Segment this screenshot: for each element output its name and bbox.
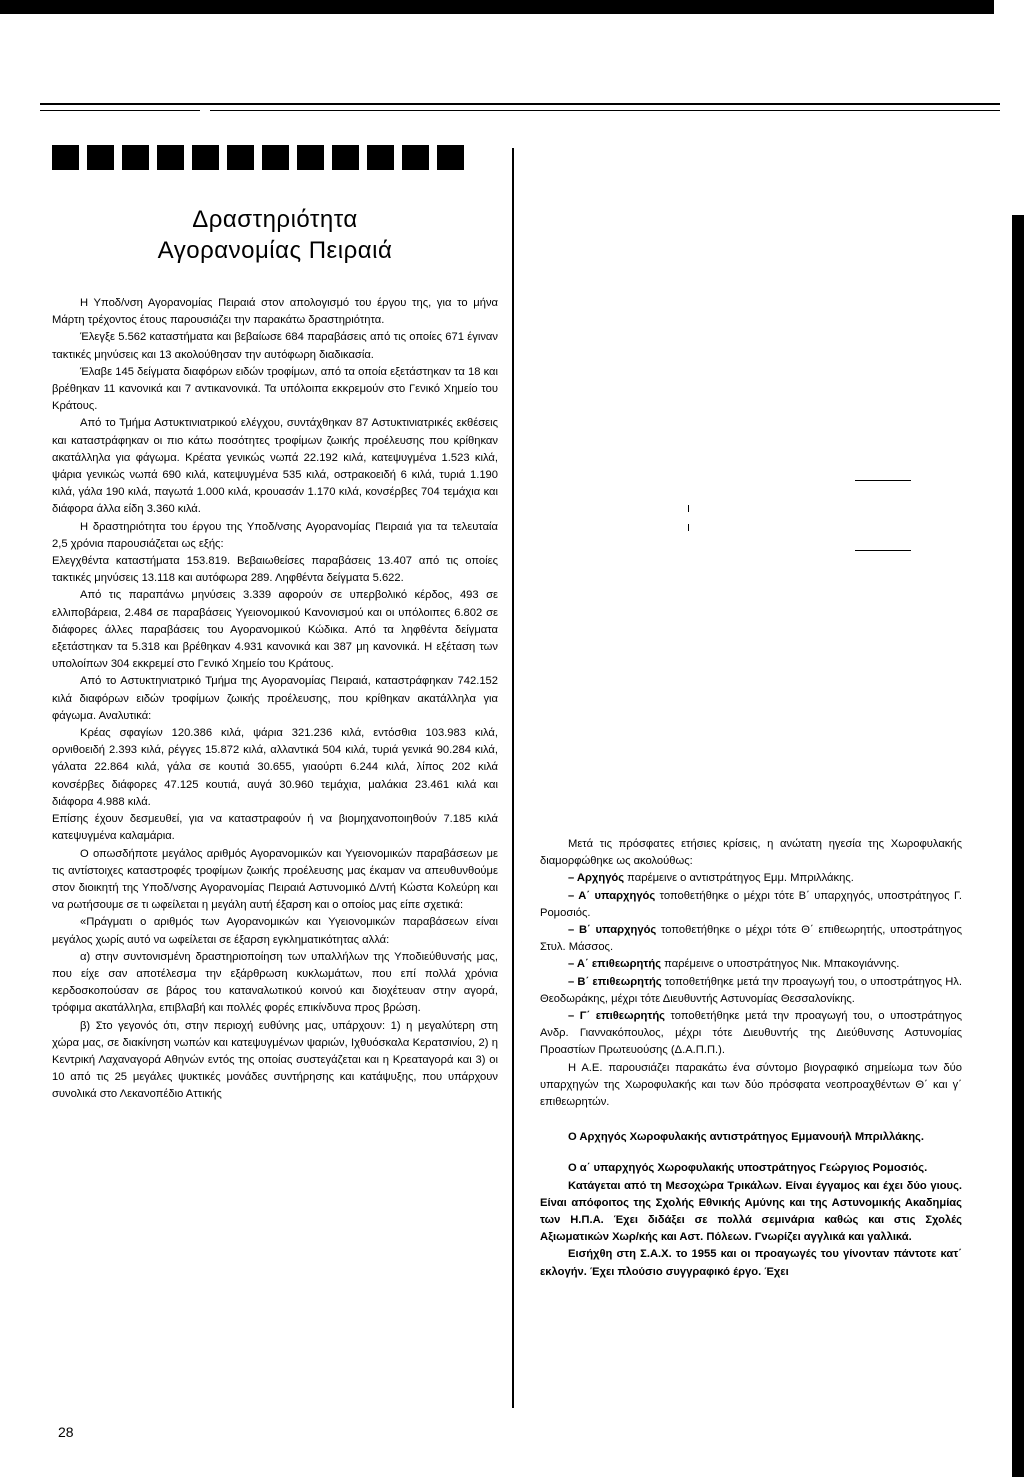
entry-text: τοποθετήθηκε μετά την προαγωγή του, ο υποστράτηγος Ανδρ. Γιαννακόπουλος, μέχρι τότε Διευθυντής της Διεύθυνσης Αστυνομίας Προαστίων Πρωτευούσης (Δ.Α.Π.Π.). bbox=[540, 1010, 962, 1057]
left-column bbox=[52, 295, 498, 1104]
entry-text: παρέμεινε ο αντιστράτηγος Εμμ. Μπριλλάκης. bbox=[624, 872, 854, 885]
top-rule bbox=[40, 103, 1000, 105]
entry-label: – Αρχηγός bbox=[568, 872, 625, 885]
paragraph: Η δραστηριότητα του έργου της Υποδ/νσης Αγορανομίας Πειραιά για τα τελευταία 2,5 χρόνια παρουσιάζεται ως εξής: bbox=[52, 520, 498, 550]
entry-archigos bbox=[540, 870, 962, 887]
entry-label: – Β΄ επιθεωρητής bbox=[568, 975, 662, 988]
margin-tick bbox=[688, 505, 689, 512]
margin-tick bbox=[688, 524, 689, 531]
paragraph: Επίσης έχουν δεσμευθεί, για να καταστραφούν ή να βιομηχανοποιηθούν 7.185 κιλά κατεψυγμένα καλαμάρια. bbox=[52, 813, 498, 843]
entry-b-epitheoritis bbox=[540, 974, 962, 1008]
intro-paragraph: Μετά τις πρόσφατες ετήσιες κρίσεις, η ανώτατη ηγεσία της Χωροφυλακής διαμορφώθηκε ως ακολούθως: bbox=[540, 838, 962, 868]
bio-paragraph: Κατάγεται από τη Μεσοχώρα Τρικάλων. Είναι έγγαμος και έχει δύο γιους. Είναι απόφοιτος της Σχολής Εθνικής Αμύνης και της Αστυνομικής Ακαδημίας των Η.Π.Α. Έχει διδάξει σε πολλά σεμινάρια καθώς και στις Σχολές Αξιωματικών Χωρ/κής και Αστ. Πόλεων. Γνωρίζει αγγλικά και γαλλικά. bbox=[540, 1179, 962, 1244]
entry-label: – Β΄ υπαρχηγός bbox=[568, 924, 657, 937]
entry-label: – Α΄ επιθεωρητής bbox=[568, 958, 662, 971]
paragraph: Έλεγξε 5.562 καταστήματα και βεβαίωσε 684 παραβάσεις από τις οποίες 671 έγιναν τακτικές μηνύσεις και 13 ακολούθησαν την αυτόφωρη διαδικασία. bbox=[52, 331, 498, 361]
right-edge-strip bbox=[1012, 215, 1024, 1477]
top-black-bar bbox=[0, 0, 994, 14]
note-paragraph: Η Α.Ε. παρουσιάζει παρακάτω ένα σύντομο βιογραφικό σημείωμα των δύο υπαρχηγών της Χωροφυλακής και των δύο πρόσφατα νεοπροαχθέντων Θ΄ και γ΄ επιθεωρητών. bbox=[540, 1061, 962, 1109]
paragraph: «Πράγματι ο αριθμός των Αγορανομικών και Υγειονομικών παραβάσεων είναι μεγάλος χωρίς αυτό να ωφείλεται σε έξαρση εγκληματικότητας αλλά: bbox=[52, 916, 498, 946]
entry-text: τοποθετήθηκε μετά την προαγωγή του, ο υποστράτηγος Ηλ. Θεοδωράκης, μέχρι τότε Διευθυντής Αστυνομίας Θεσσαλονίκης. bbox=[540, 975, 962, 1005]
margin-mark bbox=[855, 480, 911, 481]
entry-g-epitheoritis bbox=[540, 1008, 962, 1060]
photo-caption: Ο α΄ υπαρχηγός Χωροφυλακής υποστράτηγος Γεώργιος Ρομοσιός. bbox=[568, 1162, 928, 1175]
column-divider bbox=[512, 148, 514, 1408]
decorative-blocks bbox=[52, 145, 464, 170]
paragraph: Από το Αστυκτηνιατρικό Τμήμα της Αγορανομίας Πειραιά, καταστράφηκαν 742.152 κιλά διαφόρων ειδών τροφίμων ζωικής προέλευσης, που κρίθηκαν ακατάλληλα για φάγωμα. Αναλυτικά: bbox=[52, 675, 498, 722]
page-number: 28 bbox=[58, 1424, 74, 1440]
paragraph: Από το Τμήμα Αστυκτινιατρικού ελέγχου, συντάχθηκαν 87 Αστυκτινιατρικές εκθέσεις και καταστράφηκαν οι πιο κάτω ποσότητες τροφίμων ζωικής προέλευσης που κρίθηκαν ακατάλληλα για φάγωμα. Κρέατα γενικώς νωπά 22.192 κιλά, κατεψυγμένα 1.523 κιλά, ψάρια γενικώς νωπά 690 κιλά, κατεψυγμένα 535 κιλά, οστρακοειδή 6 κιλά, τυριά 1.190 κιλά, γάλα 190 κιλά, παγωτά 1.000 κιλά, κρουασάν 1.170 κιλά, κονσέρβες 704 τεμάχια και διάφορα άλλα είδη 3.360 κιλά. bbox=[52, 417, 498, 516]
right-column bbox=[540, 836, 962, 1281]
top-rule-long bbox=[210, 110, 1000, 111]
entry-a-yparchigos bbox=[540, 888, 962, 922]
paragraph: Ελεγχθέντα καταστήματα 153.819. Βεβαιωθείσες παραβάσεις 13.407 από τις οποίες τακτικές μηνύσεις 13.118 και αυτόφωρα 289. Ληφθέντα δείγματα 5.622. bbox=[52, 555, 498, 585]
paragraph: Κρέας σφαγίων 120.386 κιλά, ψάρια 321.236 κιλά, εντόσθια 103.983 κιλά, ορνιθοειδή 2.393 κιλά, ρέγγες 15.872 κιλά, αλλαντικά 504 κιλά, τυριά γενικά 90.284 κιλά, γάλατα 22.864 κιλά, γάλα σε κουτιά 30.655, γιαούρτι 6.244 κιλά, λίπος 202 κιλά κονσέρβες διάφορες 47.125 κουτιά, αυγά 30.960 τεμάχια, μαλάκια 23.461 κιλά και διάφορα 4.988 κιλά. bbox=[52, 727, 498, 808]
paragraph: Έλαβε 145 δείγματα διαφόρων ειδών τροφίμων, από τα οποία εξετάστηκαν τα 18 και βρέθηκαν 11 κανονικά και 7 αντικανονικά. Τα υπόλοιπα εκκρεμούν στο Γενικό Χημείο του Κράτους. bbox=[52, 365, 498, 413]
entry-text: παρέμεινε ο υποστράτηγος Νικ. Μπακογιάννης. bbox=[661, 958, 900, 971]
entry-b-yparchigos bbox=[540, 922, 962, 956]
paragraph: β) Στο γεγονός ότι, στην περιοχή ευθύνης μας, υπάρχουν: 1) η μεγαλύτερη στη χώρα μας, σε διακίνηση νωπών και κατεψυγμένων ψαριών, Ιχθυόσκαλα Κερατσινίου, 2) η Κεντρική Λαχαναγορά Αθηνών εντός της οποίας συστεγάζεται και η Κρεαταγορά και 3) οι 10 από τις 25 μεγάλες ψυκτικές μονάδες συντήρησης και κατάψυξης, που υπάρχουν συνολικά στο Λεκανοπέδιο Αττικής bbox=[52, 1019, 498, 1101]
entry-text: τοποθετήθηκε ο μέχρι τότε Β΄ υπαρχηγός, υποστράτηγος Γ. Ρομοσιός. bbox=[540, 889, 962, 919]
margin-mark bbox=[855, 550, 911, 551]
photo-caption: Ο Αρχηγός Χωροφυλακής αντιστράτηγος Εμμανουήλ Μπριλλάκης. bbox=[568, 1131, 924, 1144]
bio-paragraph: Εισήχθη στη Σ.Α.Χ. το 1955 και οι προαγωγές του γίνονταν πάντοτε κατ΄ εκλογήν. Έχει πλούσιο συγγραφικό έργο. Έχει bbox=[540, 1248, 962, 1278]
paragraph: Η Υποδ/νση Αγορανομίας Πειραιά στον απολογισμό του έργου της, για το μήνα Μάρτη τρέχοντος έτους παρουσιάζει την παρακάτω δραστηριότητα. bbox=[52, 297, 498, 327]
entry-a-epitheoritis bbox=[540, 956, 962, 973]
entry-text: τοποθετήθηκε ο μέχρι τότε Θ΄ επιθεωρητής, υποστράτηγος Στυλ. Μάσσος. bbox=[540, 924, 962, 954]
paragraph: Από τις παραπάνω μηνύσεις 3.339 αφορούν σε υπερβολικό κέρδος, 493 σε ελλιποβάρεια, 2.484 σε παραβάσεις Υγειονομικού Κανονισμού και οι υπόλοιπες 6.802 σε διάφορες άλλες παραβάσεις του Αγορανομικού Κώδικα. Από τα ληφθέντα δείγματα εξετάστηκαν τα 5.318 και βρέθηκαν 4.931 κανονικά και 387 μη κανονικά. Η εξέταση των υπολοίπων 304 εκκρεμεί στο Γενικό Χημείο του Κράτους. bbox=[52, 589, 498, 671]
article-title-line2: Αγορανομίας Πειραιά bbox=[157, 237, 393, 264]
entry-label: – Α΄ υπαρχηγός bbox=[568, 889, 656, 902]
paragraph: Ο οπωσδήποτε μεγάλος αριθμός Αγορανομικών και Υγειονομικών παραβάσεων με τις αντίστοιχες καταστροφές τροφίμων ζωικής προέλευσης μας έκαμαν να απευθυνθούμε στον διοικητή της Υποδ/νσης Αγορανομίας Πειραιά Αστυνομικό Δ/ντή Κώστα Κολεύρη και να ρωτήσουμε σε τι ωφείλεται η μεγάλη αυτή έξαρση και ο οποίος μας είπε σχετικά: bbox=[52, 847, 498, 912]
article-title-line1: Δραστηριότητα bbox=[192, 206, 358, 233]
paragraph: α) στην συντονισμένη δραστηριοποίηση των υπαλλήλων της Υποδιεύθυνσής μας, που είχε σαν αποτέλεσμα την εξάρθρωση κυκλωμάτων, που επί πολλά χρόνια κερδοσκοπούσαν σε βάρος του καταναλωτικού κοινού και διοχέτευαν στην αγορά, τρόφιμα ακατάλληλα, επιβλαβή και πολλές φορές επικίνδυνα προς βρώση. bbox=[52, 950, 498, 1015]
top-rule-short bbox=[40, 110, 200, 111]
entry-label: – Γ΄ επιθεωρητής bbox=[568, 1010, 665, 1023]
